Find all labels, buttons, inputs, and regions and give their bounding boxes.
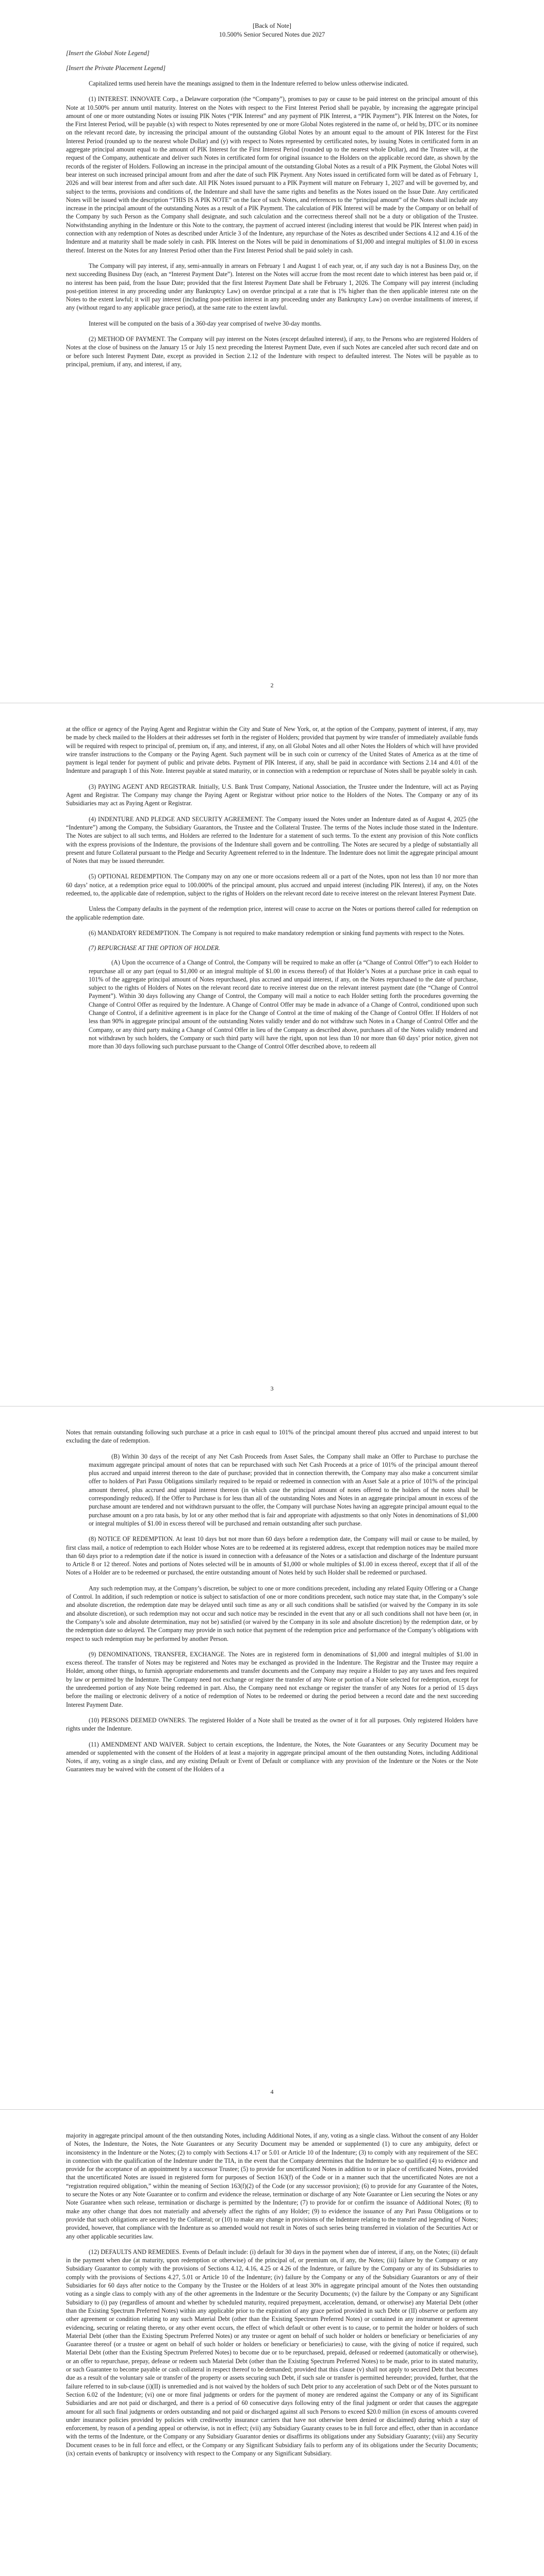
paragraph-method-of-payment: (2) METHOD OF PAYMENT. The Company will pay interest on the Notes (except defaulted interest), if any, to the Persons who are registered Holders of Notes at the close of business on the January 15 or July 15 next preceding the Interest Payment Date, even if such Notes are canceled after such record date and on or before such Interest Payment Date, except as provided in Section 2.12 of the Indenture with respect to defaulted interest. The Notes will be payable as to principal, premium, if any, and interest, if any, xyxy=(66,335,478,368)
section-heading-repurchase: (7) REPURCHASE AT THE OPTION OF HOLDER. xyxy=(89,944,220,952)
paragraph-persons-deemed-owners: (10) PERSONS DEEMED OWNERS. The registered Holder of a Note shall be treated as the owner of it for all purposes. Only registered Holders have rights under the Indenture. xyxy=(66,1716,478,1733)
note-header xyxy=(66,22,478,39)
paragraph-denominations: (9) DENOMINATIONS, TRANSFER, EXCHANGE. The Notes are in registered form in denominations of $1,000 and integral multiples of $1.00 in excess thereof. The transfer of Notes may be registered and Notes may be exchanged as provided in the Indenture. The Registrar and the Trustee may require a Holder, among other things, to furnish appropriate endorsements and transfer documents and the Company may require a Holder to pay any taxes and fees required by law or permitted by the Indenture. The Company need not exchange or register the transfer of any Note or portion of a Note selected for redemption, except for the unredeemed portion of any Note being redeemed in part. Also, the Company need not exchange or register the transfer of any Notes for a period of 15 days before the mailing or electronic delivery of a notice of redemption of Notes to be redeemed or during the period between a record date and the next succeeding Interest Payment Date. xyxy=(66,1650,478,1708)
paragraph-indenture: (4) INDENTURE AND PLEDGE AND SECURITY AGREEMENT. The Company issued the Notes under an Indenture dated as of August 4, 2025 (the “Indenture”) among the Company, the Subsidiary Guarantors, the Trustee and the Collateral Trustee. The terms of the Notes include those stated in the Indenture. The Notes are subject to all such terms, and Holders are referred to the Indenture for a statement of such terms. To the extent any provision of this Note conflicts with the express provisions of the Indenture, the provisions of the Indenture shall govern and be controlling. The Notes are secured by a pledge of substantially all present and future Collateral pursuant to the Pledge and Security Agreement referred to in the Indenture. The Indenture does not limit the aggregate principal amount of Notes that may be issued thereunder. xyxy=(66,815,478,865)
private-placement-legend: [Insert the Private Placement Legend] xyxy=(66,64,166,72)
paragraph-paying-agent: (3) PAYING AGENT AND REGISTRAR. Initially, U.S. Bank Trust Company, National Association, the Trustee under the Indenture, will act as Paying Agent and Registrar. The Company may change the Paying Agent or Registrar without prior notice to the Holders of the Notes. The Company or any of its Subsidiaries may act as Paying Agent or Registrar. xyxy=(66,783,478,807)
paragraph-mandatory-redemption: (6) MANDATORY REDEMPTION. The Company is not required to make mandatory redemption or sinking fund payments with respect to the Notes. xyxy=(89,929,465,937)
back-of-note-label: [Back of Note] xyxy=(253,22,291,29)
paragraph-amendment-and-waiver: (11) AMENDMENT AND WAIVER. Subject to certain exceptions, the Indenture, the Notes, the Note Guarantees or any Security Document may be amended or supplemented with the consent of the Holders of at least a majority in aggregate principal amount of the then outstanding Notes, including Additional Notes, if any, voting as a single class, and any existing Default or Event of Default or compliance with any provision of the Indenture or the Notes or the Note Guarantees may be waived with the consent of the Holders of a xyxy=(66,1740,478,1773)
paragraph: Notes that remain outstanding following such purchase at a price in cash equal to 101% of the principal amount thereof plus accrued and unpaid interest to but excluding the date of redemption. xyxy=(66,1429,478,1445)
page xyxy=(0,0,544,703)
paragraph-interest: (1) INTEREST. INNOVATE Corp., a Delaware corporation (the “Company”), promises to pay or cause to be paid interest on the principal amount of this Note at 10.500% per annum until maturity. Interest on the Notes with respect to the First Interest Period shall be payable, by increasing the aggregate principal amount of one or more outstanding Notes or issuing PIK Notes (“PIK Interest” and any payment of PIK Interest, a “PIK Payment”). PIK Interest on the Notes, for the First Interest Period, will be payable (x) with respect to Notes represented by one or more Global Notes registered in the name of, or held by, DTC or its nominee on the relevant record date, by increasing the principal amount of the outstanding Global Notes by an amount equal to the amount of PIK Interest for the First Interest Period (rounded up to the nearest whole Dollar) and (y) with respect to Notes represented by certificated notes, by issuing Notes in certificated form in an aggregate principal amount equal to the amount of PIK Interest for the First Interest Period (rounded up to the nearest whole Dollar), and the Trustee will, at the request of the Company, authenticate and deliver such Notes in certificated form for original issuance to the Holders on the applicable record date, as shown by the records of the register of Holders. Following an increase in the principal amount of the outstanding Global Notes as a result of a PIK Payment, the Global Notes will bear interest on such increased principal amount from and after the date of such PIK Payment. Any Notes issued in certificated form will be dated as of February 1, 2026 and will bear interest from and after such date. All PIK Notes issued pursuant to a PIK Payment will mature on February 1, 2027 and will be governed by, and subject to the terms, provisions and conditions of, the Indenture and shall have the same rights and benefits as the Notes issued on the Issue Date. Any certificated Notes will be issued with the description “THIS IS A PIK NOTE” on the face of such Notes, and references to the “principal amount” of the Notes shall include any increase in the principal amount of the outstanding Notes as a result of a PIK Payment. The calculation of PIK Interest will be made by the Company or on behalf of the Company by such Person as the Company shall designate, and such calculation and the correctness thereof shall not be a duty or obligation of the Trustee. Notwithstanding anything in the Indenture or this Note to the contrary, the payment of accrued interest (including interest that would be PIK Interest when paid) in connection with any redemption of Notes as described under Article 3 of the Indenture, any repurchase of the Notes as described under Sections 4.12 and 4.16 of the Indenture and at maturity shall be made solely in cash. PIK Interest on the Notes will be paid in denominations of $1,000 and integral multiples of $1.00 in excess thereof. Interest on the Notes for any Interest Period other than the First Interest Period shall be paid solely in cash. xyxy=(66,95,478,254)
paragraph: Capitalized terms used herein have the meanings assigned to them in the Indenture referred to below unless otherwise indicated. xyxy=(89,80,409,87)
paragraph: Interest will be computed on the basis of a 360-day year comprised of twelve 30-day months. xyxy=(89,319,322,327)
paragraph: Unless the Company defaults in the payment of the redemption price, interest will cease to accrue on the Notes or portions thereof called for redemption on the applicable redemption date. xyxy=(66,905,478,921)
global-note-legend: [Insert the Global Note Legend] xyxy=(66,49,150,57)
page xyxy=(0,1406,544,2110)
paragraph-notice-of-redemption: (8) NOTICE OF REDEMPTION. At least 10 days but not more than 60 days before a redemption date, the Company will mail or cause to be mailed, by first class mail, a notice of redemption to each Holder whose Notes are to be redeemed at its registered address, except that redemption notices may be mailed more than 60 days prior to a redemption date if the notice is issued in connection with a defeasance of the Notes or a satisfaction and discharge of the Indenture pursuant to Article 8 or 12 thereof. Notes and portions of Notes selected will be in amounts of $1,000 or whole multiples of $1.00 in excess thereof, except that if all of the Notes of a Holder are to be redeemed or purchased, the entire outstanding amount of Notes held by such Holder shall be redeemed or purchased. xyxy=(66,1535,478,1577)
paragraph-optional-redemption: (5) OPTIONAL REDEMPTION. The Company may on any one or more occasions redeem all or a part of the Notes, upon not less than 10 nor more than 60 days’ notice, at a redemption price equal to 100.000% of the principal amount, plus accrued and unpaid interest (including PIK Interest), if any, on the Notes redeemed, to, the applicable date of redemption, subject to the rights of Holders on the relevant record date to receive interest on the relevant Interest Payment Date. xyxy=(66,873,478,897)
page-number: 4 xyxy=(270,2088,274,2095)
paragraph-defaults-and-remedies: (12) DEFAULTS AND REMEDIES. Events of Default include: (i) default for 30 days in the payment when due of interest, if any, on the Notes; (ii) default in the payment when due (at maturity, upon redemption or otherwise) of the principal of, or premium on, if any, the Notes; (iii) failure by the Company or any Subsidiary Guarantor to comply with the provisions of Sections 4.12, 4.16, 4.25 or 4.26 of the Indenture, or failure by the Company or any of its Subsidiaries to comply with the provisions of Sections 4.27, 5.01 or Article 10 of the Indenture; (iv) failure by the Company or any of the Subsidiary Guarantors or any of their Subsidiaries for 60 days after notice to the Company by the Trustee or the Holders of at least 30% in aggregate principal amount of the Notes then outstanding voting as a single class to comply with any of the other agreements in the Indenture or the Security Documents; (v) the failure by the Company or any Significant Subsidiary to (i) pay (regardless of amount and whether by scheduled maturity, required prepayment, acceleration, demand, or otherwise) any Material Debt (other than the Existing Spectrum Preferred Notes) within any applicable prior to the expiration of any grace period provided in such Debt or (II) observe or perform any other agreement or condition relating to any such Material Debt (other than the Existing Spectrum Preferred Notes) or contained in any instrument or agreement evidencing, securing or relating thereto, or any other event occurs, the effect of which default or other event is to cause, or to permit the holder or holders of such Material Debt (other than the Existing Spectrum Preferred Notes) or any trustee or agent on behalf of such holder or holders or beneficiary or beneficiaries of any Guarantee thereof (or a trustee or agent on behalf of such holder or holders or beneficiary or beneficiaries) to cause, with the giving of notice if required, such Material Debt (other than the Existing Spectrum Preferred Notes) to become due or to be repurchased, prepaid, defeased or redeemed (automatically or otherwise), or an offer to repurchase, prepay, defease or redeem such Material Debt (other than the Existing Spectrum Preferred Notes) to be made, prior to its stated maturity, or such Guarantee to become payable or cash collateral in respect thereof to be demanded; provided that this clause (v) shall not apply to secured Debt that becomes due as a result of the voluntary sale or transfer of the property or assets securing such Debt, if such sale or transfer is permitted hereunder; provided, further, that the failure referred to in sub-clause (i)(II) is unremedied and is not waived by the holders of such Debt prior to any acceleration of such Debt or of the Notes pursuant to Section 6.02 of the Indenture; (vi) one or more final judgments or orders for the payment of money are rendered against the Company or any of its Significant Subsidiaries and are not paid or discharged, and there is a period of 60 consecutive days following entry of the final judgment or order that causes the aggregate amount for all such final judgments or orders outstanding and not paid or discharged against all such Persons to exceed $20.0 million (in excess of amounts covered under insurance policies provided by policies with creditworthy insurance carriers that have not otherwise been denied or disclaimed) during which a stay of enforcement, by reason of a pending appeal or otherwise, is not in effect; (vii) any Subsidiary Guaranty ceases to be in full force and effect, other than in accordance with the terms of the Indenture, or the Company or any Subsidiary Guarantor denies or disaffirms its obligations under any Subsidiary Guaranty; (viii) any Security Document ceases to be in full force and effect, or the Company or any Significant Subsidiary fails to perform any of its obligations under the Security Documents; (ix) certain events of bankruptcy or insolvency with respect to the Company or any Significant Subsidiary. xyxy=(66,2248,478,2457)
paragraph-asset-sales: (B) Within 30 days of the receipt of any Net Cash Proceeds from Asset Sales, the Company shall make an Offer to Purchase to purchase the maximum aggregate principal amount of notes that can be repurchased with such Net Cash Proceeds at a price of 101% of the principal amount thereof plus accrued and unpaid interest thereon to the date of purchase; provided that in connection therewith, the Company may also make a concurrent similar offer to holders of Pari Passu Obligations similarly required to be repaid or redeemed in connection with an Asset Sale at a price of 101% of the principal amount thereof, plus accrued and unpaid interest thereon (in which case the principal amount of notes offered to the holders of the notes shall be correspondingly reduced). If the Offer to Purchase is for less than all of the outstanding Notes and Notes in an aggregate principal amount in excess of the purchase amount are tendered and not withdrawn pursuant to the offer, the Company will purchase Notes having an aggregate principal amount equal to the purchase amount on a pro rata basis, by lot or any other method that is fair and appropriate with adjustments so that only Notes in denominations of $1,000 or integral multiples of $1.00 in excess thereof will be purchased and remain outstanding after such purchase. xyxy=(89,1452,478,1527)
note-title: 10.500% Senior Secured Notes due 2027 xyxy=(219,31,325,38)
paragraph: Any such redemption may, at the Company’s discretion, be subject to one or more conditions precedent, including any related Equity Offering or a Change of Control. In addition, if such redemption or notice is subject to satisfaction of one or more conditions precedent, such notice may state that, in the Company’s sole and absolute discretion, the redemption date may be delayed until such time as any or all such conditions shall be satisfied (or waived by the Company in its sole and absolute discretion), or such redemption may not occur and such notice may be rescinded in the event that any or all such conditions shall not have been (or, in the Company’s sole and absolute determination, may not be) satisfied (or waived by the Company in its sole and absolute discretion) by the redemption date, or by the redemption date so delayed. The Company may provide in such notice that payment of the redemption price and performance of the Company’s obligations with respect to such redemption may be performed by another Person. xyxy=(66,1584,478,1642)
page xyxy=(0,2110,544,2576)
paragraph: at the office or agency of the Paying Agent and Registrar within the City and State of New York, or, at the option of the Company, payment of interest, if any, may be made by check mailed to the Holders at their addresses set forth in the register of Holders; provided that payment by wire transfer of immediately available funds will be required with respect to principal of, premium on, if any, and interest, if any, on all Global Notes and all other Notes the Holders of which will have provided wire transfer instructions to the Company or the Paying Agent. Such payment will be in such coin or currency of the United States of America as at the time of payment is legal tender for payment of public and private debts. Payment of PIK Interest, if any, shall be paid in accordance with Sections 2.14 and 4.01 of the Indenture and paragraph 1 of this Note. Interest payable at stated maturity, or in connection with a redemption or repurchase of Notes shall be payable solely in cash. xyxy=(66,725,478,775)
page-number: 3 xyxy=(270,1385,274,1392)
page xyxy=(0,703,544,1406)
paragraph-change-of-control: (A) Upon the occurrence of a Change of Control, the Company will be required to make an offer (a “Change of Control Offer”) to each Holder to repurchase all or any part (equal to $1,000 or an integral multiple of $1.00 in excess thereof) of that Holder’s Notes at a purchase price in cash equal to 101% of the aggregate principal amount of Notes repurchased, plus accrued and unpaid interest, if any, on the Notes repurchased to the date of purchase, subject to the rights of Holders of Notes on the relevant record date to receive interest due on the relevant interest payment date (the “Change of Control Payment”). Within 30 days following any Change of Control, the Company will mail a notice to each Holder setting forth the procedures governing the Change of Control Offer as required by the Indenture. A Change of Control Offer may be made in advance of a Change of Control, conditioned upon such Change of Control, if a definitive agreement is in place for the Change of Control at the time of making of the Change of Control Offer. If Holders of not less than 90% in aggregate principal amount of the outstanding Notes validly tender and do not withdraw such Notes in a Change of Control Offer and the Company, or any third party making a Change of Control Offer in lieu of the Company as described above, purchases all of the Notes validly tendered and not withdrawn by such holders, the Company or such third party will have the right, upon not less than 10 nor more than 60 days’ prior notice, given not more than 30 days following such purchase pursuant to the Change of Control Offer described above, to redeem all xyxy=(89,959,478,1050)
page-number: 2 xyxy=(270,682,274,689)
paragraph: The Company will pay interest, if any, semi-annually in arrears on February 1 and August 1 of each year, or, if any such day is not a Business Day, on the next succeeding Business Day (each, an “Interest Payment Date”). Interest on the Notes will accrue from the most recent date to which interest has been paid or, if no interest has been paid, from the Issue Date; provided that the first Interest Payment Date shall be February 1, 2026. The Company will pay interest (including post-petition interest in any proceeding under any Bankruptcy Law) on overdue principal at a rate that is 1% higher than the then applicable interest rate on the Notes to the extent lawful; it will pay interest (including post-petition interest in any proceeding under any Bankruptcy Law) on overdue installments of interest, if any (without regard to any applicable grace period), at the same rate to the extent lawful. xyxy=(66,262,478,312)
paragraph: majority in aggregate principal amount of the then outstanding Notes, including Additional Notes, if any, voting as a single class. Without the consent of any Holder of Notes, the Indenture, the Notes, the Note Guarantees or any Security Document may be amended or supplemented (1) to cure any ambiguity, defect or inconsistency in the Indenture or the Notes; (2) to comply with Sections 4.17 or 5.01 or Article 10 of the Indenture; (3) to comply with any requirement of the SEC in connection with the qualification of the Indenture under the TIA, in the event that the Company determines that the Indenture be so qualified (4) to evidence and provide for the acceptance of an appointment by a successor Trustee; (5) to provide for uncertificated Notes in addition to or in place of certificated Notes, provided that the uncertificated Notes are issued in registered form for purposes of Section 163(f) of the Code or in a manner such that the uncertificated Notes are not a “registration required obligation,” within the meaning of Section 163(f)(2) of the Code (or any successor provision); (6) to provide for any Guarantee of the Notes, to secure the Notes or any Note Guarantee or to confirm and evidence the release, termination or discharge of any Note Guarantee or Lien securing the Notes or any Note Guarantee when such release, termination or discharge is permitted by the Indenture; (7) to provide for or confirm the issuance of Additional Notes; (8) to make any other change that does not materially and adversely affect the rights of any Holder; (9) to evidence the issuance of any Pari Passu Obligations or to provide that such obligations are secured by the Collateral; or (10) to make any change in provisions of the Indenture relating to the transfer and legending of Notes; provided, however, that compliance with the Indenture as so amended would not result in Notes of such series being transferred in violation of the Securities Act or any other applicable securities law. xyxy=(66,2132,478,2240)
